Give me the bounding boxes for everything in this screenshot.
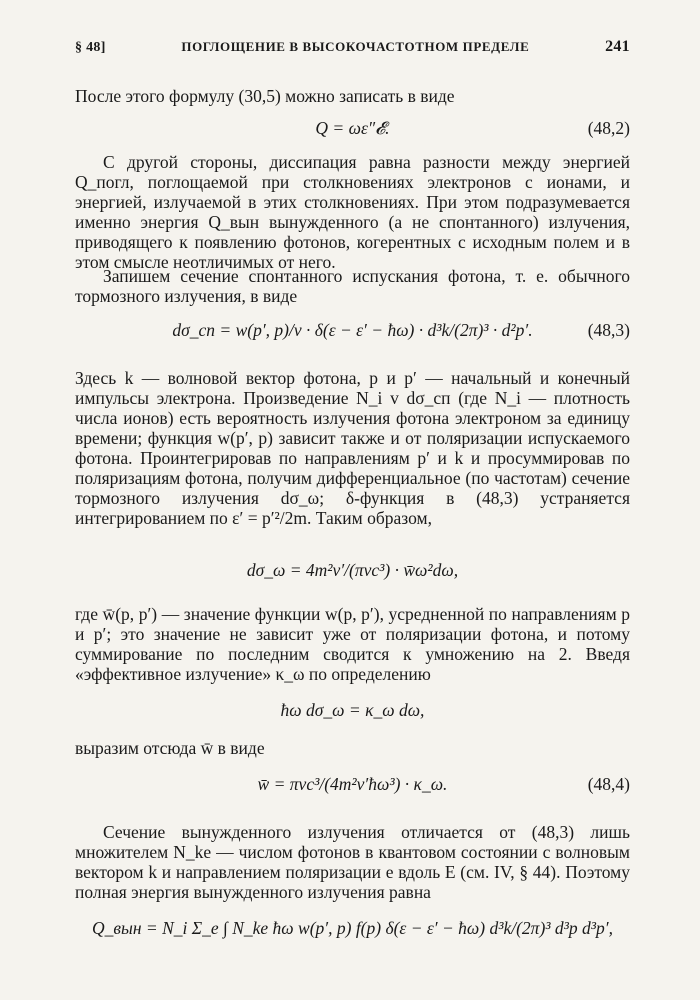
paragraph-7: Сечение вынужденного излучения отличается от (48,3) лишь множителем N_ke — числом фотонов в квантовом состоянии с волновым вектором k и направлением поляризации e вдоль E (см. IV, § 44). Поэтому полная энергия вынужденного излучения равна — [75, 822, 630, 902]
equation-48-2-body: Q = ωε″𝓔. — [315, 118, 390, 138]
equation-48-4 — [75, 774, 630, 795]
paragraph-4: Здесь k — волновой вектор фотона, p и p′ — начальный и конечный импульсы электрона. Произведение N_i v dσ_сп (где N_i — плотность числа ионов) есть вероятность излучения фотона электроном за единицу времени; функция w(p′, p) зависит также и от поляризации испускаемого фотона. Проинтегрировав по направлениям p′ и k и просуммировав по поляризациям фотона, получим дифференциальное (по частотам) сечение тормозного излучения dσ_ω; δ-функция в (48,3) устраняется интегрированием по ε′ = p′²/2m. Таким образом, — [75, 368, 630, 528]
paragraph-1: После этого формулу (30,5) можно записать в виде — [75, 86, 455, 106]
equation-48-2 — [75, 118, 630, 139]
paragraph-2: С другой стороны, диссипация равна разности между энергией Q_погл, поглощаемой при столкновениях электронов с ионами, и энергией, излучаемой в этих столкновениях. При этом подразумевается именно энергия Q_вын вынужденного (а не спонтанного) излучения, приводящего к появлению фотонов, когерентных с исходным полем и в этом смысле неотличимых от него. — [75, 152, 630, 272]
equation-48-4-number: (48,4) — [587, 774, 630, 794]
paragraph-6: выразим отсюда w̄ в виде — [75, 738, 265, 758]
equation-48-4-body: w̄ = πνc³/(4m²v′ħω³) · κ_ω. — [257, 774, 448, 794]
equation-kappa-definition — [75, 700, 630, 721]
equation-48-2-number: (48,2) — [587, 118, 630, 138]
equation-48-3-number: (48,3) — [587, 320, 630, 340]
equation-q-forced-body: Q_вын = N_i Σ_e ∫ N_ke ħω w(p′, p) f(p) δ(ε − ε′ − ħω) d³k/(2π)³ d³p d³p′, — [92, 918, 613, 938]
equation-kappa-definition-body: ħω dσ_ω = κ_ω dω, — [280, 700, 425, 720]
paragraph-5: где w̄(p, p′) — значение функции w(p, p′), усредненной по направлениям p и p′; это значение не зависит уже от поляризации фотона, и потому суммирование по последним сводится к умножению на 2. Введя «эффективное излучение» κ_ω по определению — [75, 604, 630, 684]
paragraph-3: Запишем сечение спонтанного испускания фотона, т. е. обычного тормозного излучения, в виде — [75, 266, 630, 306]
equation-dsigma-omega-body: dσ_ω = 4m²v′/(πνc³) · w̄ω²dω, — [246, 560, 459, 580]
section-number: § 48] — [75, 40, 106, 55]
equation-48-3-body: dσ_сп = w(p′, p)/v · δ(ε − ε′ − ħω) · d³k/(2π)³ · d²p′. — [172, 320, 533, 340]
running-header — [75, 38, 630, 56]
running-title: ПОГЛОЩЕНИЕ В ВЫСОКОЧАСТОТНОМ ПРЕДЕЛЕ — [181, 39, 530, 54]
equation-48-3 — [75, 320, 630, 341]
equation-q-forced — [75, 918, 630, 939]
page-number: 241 — [605, 38, 630, 55]
equation-dsigma-omega — [75, 560, 630, 581]
